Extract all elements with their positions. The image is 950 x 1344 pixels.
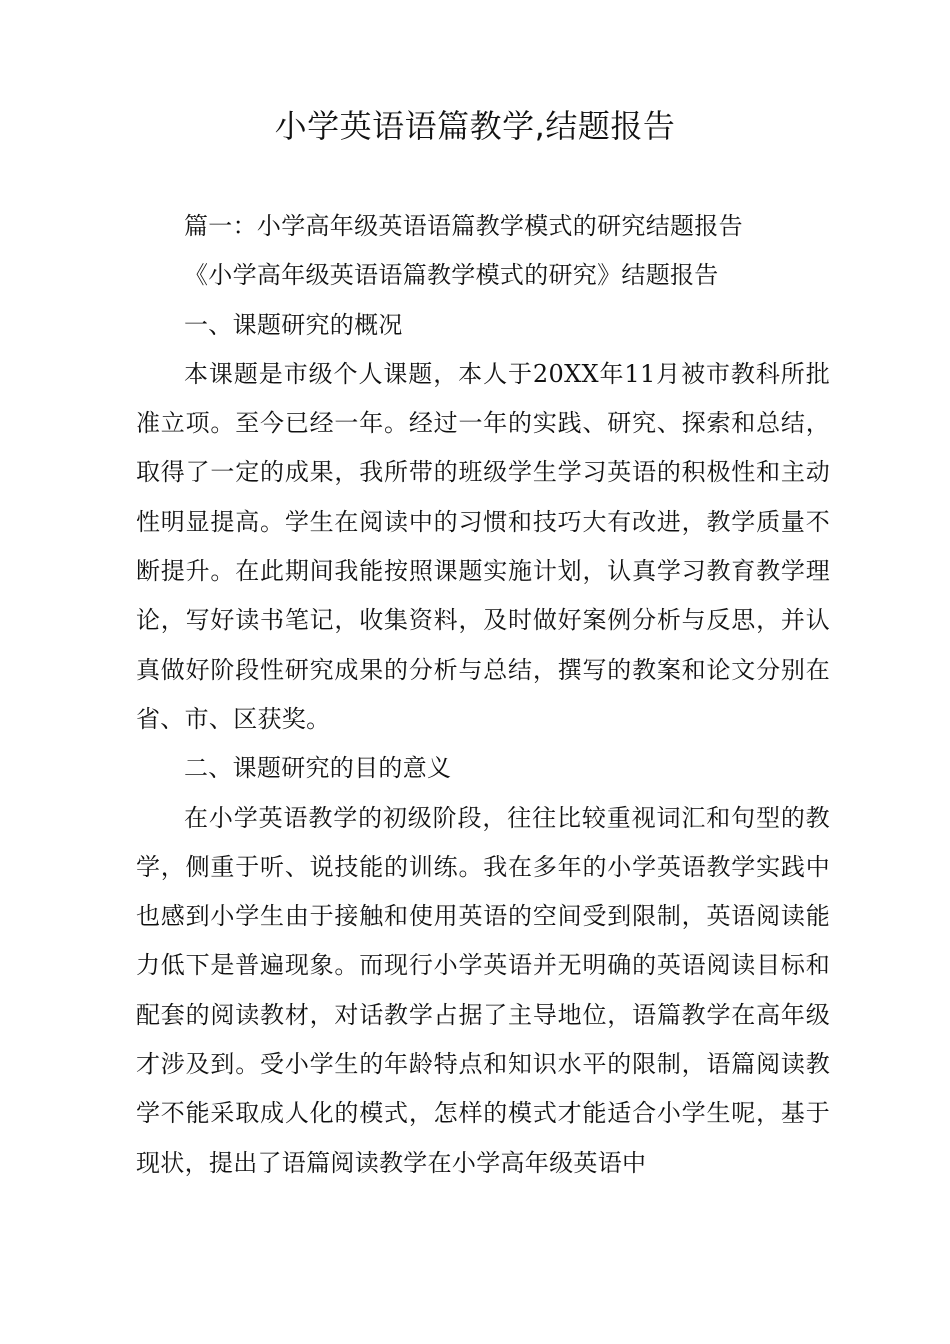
paragraph-overview: 本课题是市级个人课题，本人于20XX年11月被市教科所批准立项。至今已经一年。经过一年的实践、研究、探索和总结，取得了一定的成果，我所带的班级学生学习英语的积极性和主动性明显提高。学生在阅读中的习惯和技巧大有改进，教学质量不断提升。在此期间我能按照课题实施计划，认真学习教育教学理论，写好读书笔记，收集资料，及时做好案例分析与反思，并认真做好阶段性研究成果的分析与总结，撰写的教案和论文分别在省、市、区获奖。: [136, 359, 830, 733]
paragraph-purpose: 在小学英语教学的初级阶段，往往比较重视词汇和句型的教学，侧重于听、说技能的训练。我在多年的小学英语教学实践中也感到小学生由于接触和使用英语的空间受到限制，英语阅读能力低下是普遍现象。而现行小学英语并无明确的英语阅读目标和配套的阅读教材，对话教学占据了主导地位，语篇教学在高年级才涉及到。受小学生的年龄特点和知识水平的限制，语篇阅读教学不能采取成人化的模式，怎样的模式才能适合小学生呢，基于现状，提出了语篇阅读教学在小学高年级英语中: [136, 803, 830, 1177]
paragraph-article-heading: 篇一：小学高年级英语语篇教学模式的研究结题报告: [184, 212, 743, 240]
document-body: [136, 202, 830, 1188]
document-title: 小学英语语篇教学,结题报告: [274, 107, 676, 145]
section-heading-purpose: 二、课题研究的目的意义: [184, 754, 452, 783]
section-heading-overview: 一、课题研究的概况: [184, 310, 403, 339]
paragraph-report-title: 《小学高年级英语语篇教学模式的研究》结题报告: [184, 261, 719, 290]
